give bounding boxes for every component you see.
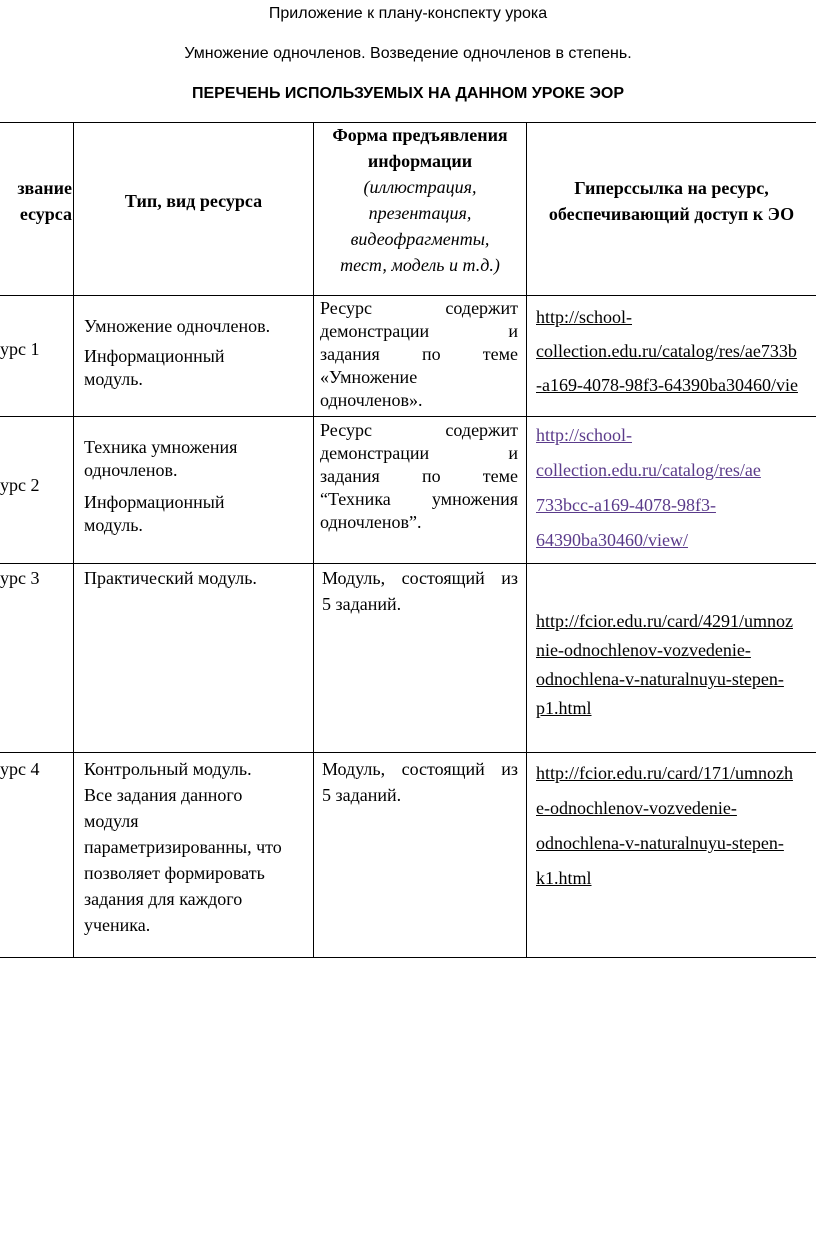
row3-name: урс 3 <box>0 568 40 588</box>
row1-link <box>536 300 816 402</box>
row1-hyperlink[interactable]: http://school- <box>536 307 632 327</box>
document-subtitle: Приложение к плану-конспекту урока <box>268 5 548 22</box>
header-presentation-form: Форма предъявления информации (иллюстрация, презентация, видеофрагменты, тест, модель и т.д.) <box>332 125 508 275</box>
row4-link <box>536 756 816 896</box>
row4-hyperlink[interactable]: e-odnochlenov-vozvedenie- <box>536 798 737 818</box>
header-resource-name: звание есурса <box>17 178 72 224</box>
row2-form: Ресурс содержит демонстрации и задания по теме “Техника умножения одночленов”. <box>320 420 518 532</box>
row2-hyperlink[interactable]: http://school- <box>536 425 632 445</box>
row3-hyperlink[interactable]: p1.html <box>536 698 592 718</box>
row3-hyperlink[interactable]: nie-odnochlenov-vozvedenie- <box>536 640 751 660</box>
row4-hyperlink[interactable]: http://fcior.edu.ru/card/171/umnozh <box>536 763 793 783</box>
row3-link <box>536 607 816 723</box>
row2-hyperlink[interactable]: collection.edu.ru/catalog/res/ae <box>536 460 761 480</box>
row1-name: урс 1 <box>0 339 40 359</box>
row3-hyperlink[interactable]: odnochlena-v-naturalnuyu-stepen- <box>536 669 784 689</box>
header-hyperlink: Гиперссылка на ресурс, обеспечивающий доступ к ЭО <box>548 178 795 224</box>
row2-hyperlink[interactable]: 64390ba30460/view/ <box>536 530 688 550</box>
header-resource-type: Тип, вид ресурса <box>124 191 263 211</box>
row2-name: урс 2 <box>0 475 40 495</box>
row2-type: Техника умножения одночленов. Информационный модуль. <box>84 437 238 535</box>
row1-hyperlink[interactable]: -a169-4078-98f3-64390ba30460/vie <box>536 375 798 395</box>
lesson-title: Умножение одночленов. Возведение одночленов в степень. <box>184 45 632 62</box>
table-border <box>0 957 816 958</box>
row4-hyperlink[interactable]: k1.html <box>536 868 592 888</box>
row2-link <box>536 418 816 558</box>
row4-name: урс 4 <box>0 759 40 779</box>
row1-hyperlink[interactable]: collection.edu.ru/catalog/res/ae733b <box>536 341 797 361</box>
row3-hyperlink[interactable]: http://fcior.edu.ru/card/4291/umnoz <box>536 611 793 631</box>
table-border <box>526 122 527 958</box>
row4-form: Модуль, состоящий из 5 заданий. <box>322 759 518 805</box>
table-border <box>0 416 816 417</box>
table-title: ПЕРЕЧЕНЬ ИСПОЛЬЗУЕМЫХ НА ДАННОМ УРОКЕ ЭОР <box>191 85 625 102</box>
table-border <box>0 295 816 296</box>
table-border <box>0 563 816 564</box>
row3-type: Практический модуль. <box>84 568 257 588</box>
row2-hyperlink[interactable]: 733bcc-a169-4078-98f3- <box>536 495 716 515</box>
row4-hyperlink[interactable]: odnochlena-v-naturalnuyu-stepen- <box>536 833 784 853</box>
table-border <box>73 122 74 958</box>
table-border <box>0 752 816 753</box>
row3-form: Модуль, состоящий из 5 заданий. <box>322 568 518 614</box>
row1-type: Умножение одночленов. Информационный модуль. <box>84 316 271 389</box>
row4-type: Контрольный модуль. Все задания данного модуля параметризированны, что позволяет формировать задания для каждого ученика. <box>84 759 282 935</box>
row1-form: Ресурс содержит демонстрации и задания по теме «Умножение одночленов». <box>320 298 518 410</box>
